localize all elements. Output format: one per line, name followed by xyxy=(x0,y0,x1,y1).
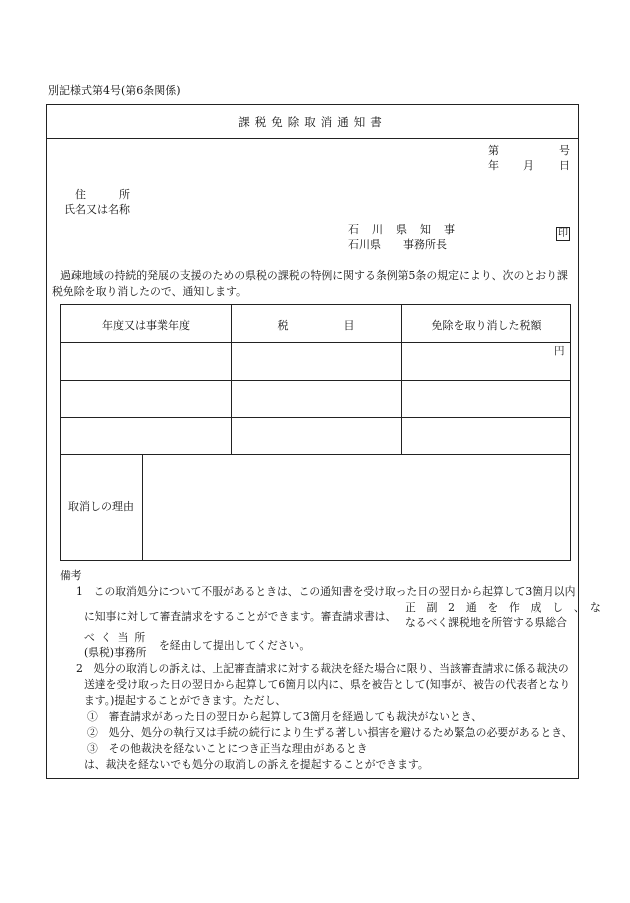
name-label: 氏名又は名称 xyxy=(64,203,130,216)
note1-line2: に知事に対して審査請求をすることができます。審査請求書は、 xyxy=(84,610,397,623)
form-number-label: 別記様式第4号(第6条関係) xyxy=(48,84,181,97)
note1-line2-lower: なるべく課税地を所管する県総合 xyxy=(405,616,567,629)
governor-label: 石 川 県 知 事 xyxy=(348,223,456,236)
date-month: 月 xyxy=(523,159,534,172)
date-year: 年 xyxy=(488,159,499,172)
form-title: 課税免除取消通知書 xyxy=(47,105,578,139)
reason-label: 取消しの理由 xyxy=(68,500,134,513)
note2-item3: ③ その他裁決を経ないことにつき正当な理由があるとき xyxy=(87,742,368,755)
header-cancelled-amount: 免除を取り消した税額 xyxy=(431,319,542,332)
note2-item2: ② 処分、処分の執行又は手続の続行により生ずる著しい損害を避けるため緊急の必要があるとき、 xyxy=(87,726,573,739)
tax-exemption-table xyxy=(60,304,571,561)
note1-line2-upper: 正 副 2 通 を 作 成 し 、 な xyxy=(405,601,601,614)
note2-closing: は、裁決を経ないでも処分の取消しの訴えを提起することができます。 xyxy=(84,758,429,771)
body-text-line2: 税免除を取り消したので、通知します。 xyxy=(52,285,247,298)
yen-unit: 円 xyxy=(554,345,565,357)
date-day: 日 xyxy=(559,159,570,172)
doc-number-dai: 第 xyxy=(488,144,499,157)
note2-item1: ① 審査請求があった日の翌日から起算して3箇月を経過しても裁決がないとき、 xyxy=(87,710,483,723)
note1-line3-upper: べく当所 xyxy=(84,631,152,644)
note2-line3: ます。)提起することができます。ただし、 xyxy=(84,694,287,707)
notes-heading: 備考 xyxy=(60,569,82,582)
note2-line1: 2 処分の取消しの訴えは、上記審査請求に対する裁決を経た場合に限り、当該審査請求に係る裁決の xyxy=(76,662,569,675)
office-head-label: 石川県 事務所長 xyxy=(348,238,447,251)
header-fiscal-year: 年度又は事業年度 xyxy=(102,319,190,332)
header-tax-item: 税 目 xyxy=(277,319,355,332)
note2-line2: 送達を受け取った日の翌日から起算して6箇月以内に、県を被告として(知事が、被告の代表者となり xyxy=(84,678,571,691)
address-label: 住 所 xyxy=(75,188,130,201)
note1-line3-lower: (県税)事務所 xyxy=(84,646,147,659)
note1-line1: 1 この取消処分について不服があるときは、この通知書を受け取った日の翌日から起算して3箇月以内 xyxy=(76,585,576,598)
note1-line3: を経由して提出してください。 xyxy=(159,639,311,652)
body-text-line1: 過疎地域の持続的発展の支援のための県税の課税の特例に関する条例第5条の規定により、次のとおり課 xyxy=(60,269,568,282)
doc-number-go: 号 xyxy=(559,144,570,157)
seal-mark: 印 xyxy=(558,228,568,239)
notice-form xyxy=(46,104,601,779)
